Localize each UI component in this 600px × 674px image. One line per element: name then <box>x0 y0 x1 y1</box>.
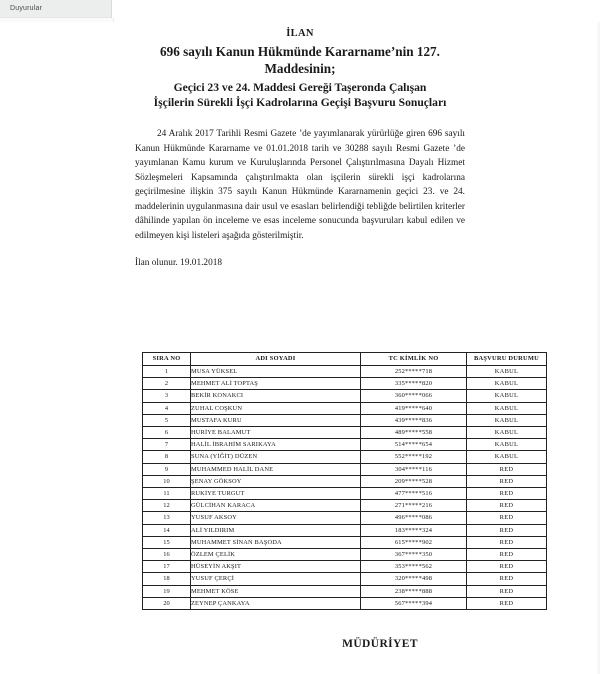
cell-basvuru-durumu: RED <box>467 597 547 609</box>
cell-basvuru-durumu: KABUL <box>467 390 547 402</box>
cell-basvuru-durumu: KABUL <box>467 402 547 414</box>
cell-tc-kimlik-no: 477*****516 <box>361 488 467 500</box>
table-row <box>143 585 547 597</box>
table-row <box>143 451 547 463</box>
cell-tc-kimlik-no: 238*****888 <box>361 585 467 597</box>
cell-adi-soyadi: HÜSEYİN AKŞIT <box>191 561 361 573</box>
cell-sira-no: 13 <box>143 512 191 524</box>
cell-adi-soyadi: ZUHAL COŞKUN <box>191 402 361 414</box>
cell-basvuru-durumu: RED <box>467 524 547 536</box>
cell-basvuru-durumu: RED <box>467 561 547 573</box>
cell-basvuru-durumu: RED <box>467 585 547 597</box>
cell-adi-soyadi: HURİYE BALAMUT <box>191 427 361 439</box>
table-row <box>143 475 547 487</box>
cell-basvuru-durumu: RED <box>467 512 547 524</box>
document-sign-line: İlan olunur. 19.01.2018 <box>135 258 223 269</box>
cell-adi-soyadi: ZEYNEP ÇANKAYA <box>191 597 361 609</box>
cell-sira-no: 9 <box>143 463 191 475</box>
cell-sira-no: 6 <box>143 427 191 439</box>
cell-sira-no: 16 <box>143 549 191 561</box>
cell-adi-soyadi: GÜLCİHAN KARACA <box>191 500 361 512</box>
column-header-adi-soyadi: ADI SOYADI <box>191 353 361 366</box>
cell-basvuru-durumu: KABUL <box>467 451 547 463</box>
cell-tc-kimlik-no: 567*****394 <box>361 597 467 609</box>
cell-adi-soyadi: MUHAMMET SİNAN BAŞODA <box>191 536 361 548</box>
document-footer <box>0 634 600 652</box>
table-row <box>143 536 547 548</box>
cell-adi-soyadi: YUSUF AKSOY <box>191 512 361 524</box>
cell-basvuru-durumu: KABUL <box>467 378 547 390</box>
cell-basvuru-durumu: RED <box>467 500 547 512</box>
table-row <box>143 439 547 451</box>
heading-line-1: 696 sayılı Kanun Hükmünde Kararname’nin 127. <box>160 43 440 59</box>
table-row <box>143 414 547 426</box>
cell-tc-kimlik-no: 271*****216 <box>361 500 467 512</box>
cell-sira-no: 20 <box>143 597 191 609</box>
cell-sira-no: 18 <box>143 573 191 585</box>
results-table-head <box>143 353 547 366</box>
cell-basvuru-durumu: RED <box>467 573 547 585</box>
cell-adi-soyadi: HALİL İBRAHİM SARIKAYA <box>191 439 361 451</box>
cell-adi-soyadi: MEHMET ALİ TOPTAŞ <box>191 378 361 390</box>
table-row <box>143 402 547 414</box>
column-header-basvuru-durumu: BAŞVURU DURUMU <box>467 353 547 366</box>
document-content <box>135 22 465 268</box>
table-row <box>143 378 547 390</box>
cell-adi-soyadi: MUSTAFA KURU <box>191 414 361 426</box>
cell-tc-kimlik-no: 496*****086 <box>361 512 467 524</box>
table-row <box>143 366 547 378</box>
cell-tc-kimlik-no: 353*****562 <box>361 561 467 573</box>
document-paragraph: 24 Aralık 2017 Tarihli Resmi Gazete ’de yayımlanarak yürürlüğe giren 696 sayılı Kanun Hükmünde Kararname ve 01.01.2018 tarih ve 30288 sayılı Resmi Gazete ’de yayımlanan Kamu kurum ve Kuruluşlarında Personel Çalıştırılmasına Dayalı Hizmet Sözleşmeleri Kapsamında çalıştırılmakta olan işçilerin sürekli işçi kadrolarına geçirilmesine ilişkin 375 sayılı Kanun Hükmünde Kararnamenin geçici 23. ve 24. maddelerinin uygulanmasına dair usul ve esasları belirlendiği tebliğde belirtilen kriterler dâhilinde yapılan ön inceleme ve esas inceleme sonucunda başvuruları kabul edilen ve edilmeyen kişi listeleri aşağıda gösterilmiştir. <box>135 129 465 241</box>
cell-adi-soyadi: MEHMET KÖSE <box>191 585 361 597</box>
results-table-container <box>142 352 546 610</box>
cell-sira-no: 11 <box>143 488 191 500</box>
table-row <box>143 427 547 439</box>
table-row <box>143 597 547 609</box>
cell-tc-kimlik-no: 615*****902 <box>361 536 467 548</box>
cell-basvuru-durumu: KABUL <box>467 427 547 439</box>
cell-tc-kimlik-no: 439*****836 <box>361 414 467 426</box>
cell-tc-kimlik-no: 360*****066 <box>361 390 467 402</box>
cell-sira-no: 12 <box>143 500 191 512</box>
tab-duyurular[interactable] <box>0 0 112 18</box>
cell-tc-kimlik-no: 552*****192 <box>361 451 467 463</box>
cell-sira-no: 17 <box>143 561 191 573</box>
document-heading <box>135 27 465 110</box>
cell-sira-no: 8 <box>143 451 191 463</box>
results-table-body <box>143 366 547 610</box>
cell-sira-no: 3 <box>143 390 191 402</box>
cell-tc-kimlik-no: 304*****116 <box>361 463 467 475</box>
document-page <box>0 22 600 674</box>
heading-line-4: İşçilerin Sürekli İşçi Kadrolarına Geçişi Başvuru Sonuçları <box>153 96 447 109</box>
cell-basvuru-durumu: KABUL <box>467 414 547 426</box>
table-row <box>143 573 547 585</box>
table-row <box>143 463 547 475</box>
cell-tc-kimlik-no: 367*****350 <box>361 549 467 561</box>
tab-duyurular-label: Duyurular <box>10 5 43 12</box>
cell-basvuru-durumu: RED <box>467 536 547 548</box>
cell-sira-no: 19 <box>143 585 191 597</box>
cell-adi-soyadi: MUHAMMED HALİL DANE <box>191 463 361 475</box>
cell-sira-no: 4 <box>143 402 191 414</box>
heading-line-3: Geçici 23 ve 24. Maddesi Gereği Taşeronda Çalışan <box>173 80 427 94</box>
heading-line-2: Maddesinin; <box>264 61 336 77</box>
cell-sira-no: 10 <box>143 475 191 487</box>
cell-adi-soyadi: ŞENAY GÖKSOY <box>191 475 361 487</box>
cell-adi-soyadi: YUSUF ÇERÇİ <box>191 573 361 585</box>
heading-ilan: İLAN <box>286 28 314 39</box>
cell-sira-no: 2 <box>143 378 191 390</box>
cell-tc-kimlik-no: 252*****718 <box>361 366 467 378</box>
cell-sira-no: 7 <box>143 439 191 451</box>
cell-basvuru-durumu: RED <box>467 549 547 561</box>
page-edge-shading <box>596 22 600 674</box>
cell-tc-kimlik-no: 335*****820 <box>361 378 467 390</box>
browser-tab-strip <box>0 0 600 22</box>
cell-tc-kimlik-no: 489*****558 <box>361 427 467 439</box>
cell-sira-no: 5 <box>143 414 191 426</box>
cell-adi-soyadi: ALİ YILDIRIM <box>191 524 361 536</box>
cell-tc-kimlik-no: 419*****640 <box>361 402 467 414</box>
cell-tc-kimlik-no: 209*****528 <box>361 475 467 487</box>
table-row <box>143 549 547 561</box>
cell-adi-soyadi: SUNA (YİĞİT) DÜZEN <box>191 451 361 463</box>
cell-sira-no: 15 <box>143 536 191 548</box>
cell-basvuru-durumu: RED <box>467 463 547 475</box>
cell-tc-kimlik-no: 183*****324 <box>361 524 467 536</box>
cell-sira-no: 1 <box>143 366 191 378</box>
table-row <box>143 488 547 500</box>
table-row <box>143 512 547 524</box>
column-header-sira-no: SIRA NO <box>143 353 191 366</box>
cell-basvuru-durumu: RED <box>467 488 547 500</box>
cell-tc-kimlik-no: 320*****498 <box>361 573 467 585</box>
cell-basvuru-durumu: KABUL <box>467 366 547 378</box>
cell-adi-soyadi: BEKİR KONAKCI <box>191 390 361 402</box>
cell-adi-soyadi: ÖZLEM ÇELİK <box>191 549 361 561</box>
table-row <box>143 561 547 573</box>
footer-signature: MÜDÜRİYET <box>342 638 418 650</box>
table-row <box>143 500 547 512</box>
cell-adi-soyadi: MUSA YÜKSEL <box>191 366 361 378</box>
table-header-row <box>143 353 547 366</box>
cell-adi-soyadi: RUKİYE TURGUT <box>191 488 361 500</box>
column-header-tc-kimlik-no: TC KİMLİK NO <box>361 353 467 366</box>
cell-tc-kimlik-no: 514*****654 <box>361 439 467 451</box>
cell-sira-no: 14 <box>143 524 191 536</box>
results-table <box>142 352 547 610</box>
cell-basvuru-durumu: KABUL <box>467 439 547 451</box>
cell-basvuru-durumu: RED <box>467 475 547 487</box>
table-row <box>143 524 547 536</box>
table-row <box>143 390 547 402</box>
